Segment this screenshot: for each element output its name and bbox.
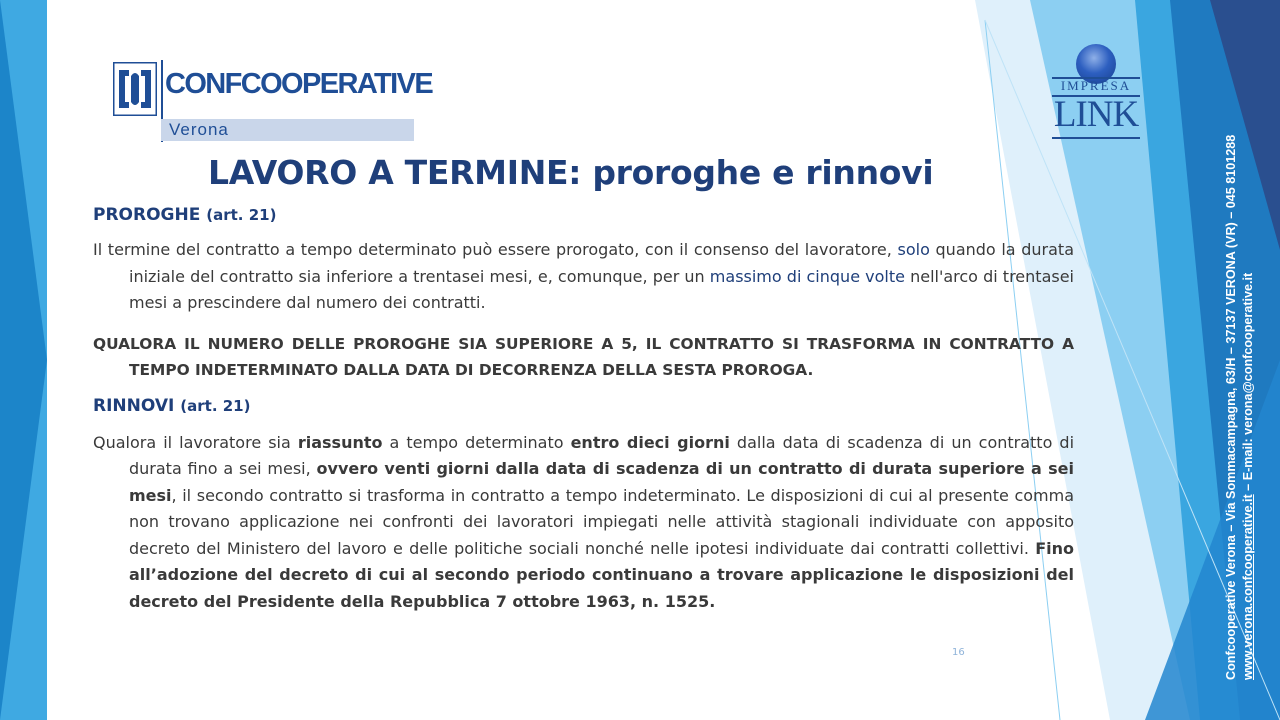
slide-title: LAVORO A TERMINE: proroghe e rinnovi	[208, 153, 934, 192]
footer-address: Confcooperative Verona – Via Sommacampagna, 63/H – 37137 VERONA (VR) – 045 8101288	[1224, 134, 1238, 680]
logo-sub: Verona	[169, 120, 229, 139]
rinnovi-paragraph: Qualora il lavoratore sia riassunto a tempo determinato entro dieci giorni dalla data di scadenza di un contratto di durata fino a sei mesi, ovvero venti giorni dalla data di scadenza di un contratto di durata superiore a sei mesi, il secondo contratto si trasforma in contratto a tempo indeterminato. Le disposizioni di cui al presente comma non trovano applicazione nei confronti dei lavoratori impiegati nelle attività stagionali individuate con apposito decreto del Ministero del lavoro e delle politiche sociali nonché nelle ipotesi individuate dai contratti collettivi. Fino all’adozione del decreto di cui al secondo periodo continuano a trovare applicazione le disposizioni del decreto del Presidente della Repubblica 7 ottobre 1963, n. 1525.	[93, 432, 1075, 611]
proroghe-caps-paragraph: QUALORA IL NUMERO DELLE PROROGHE SIA SUPERIORE A 5, IL CONTRATTO SI TRASFORMA IN CONTRATTO A TEMPO INDETERMINATO DALLA DATA DI DECORRENZA DELLA SESTA PROROGA.	[93, 334, 1074, 379]
footer-contacts: www.verona.confcooperative.it – E-mail: verona@confcooperative.it	[1240, 272, 1255, 680]
link-label: LINK	[1053, 94, 1139, 135]
footer-website-link[interactable]: www.verona.confcooperative.it	[1240, 494, 1255, 680]
confcooperative-mark-icon	[113, 62, 157, 116]
vertical-footer	[1223, 40, 1256, 680]
proroghe-heading: PROROGHE (art. 21)	[93, 205, 277, 225]
page-number: 16	[952, 647, 965, 658]
impresa-link-logo	[1050, 44, 1142, 144]
rinnovi-heading: RINNOVI (art. 21)	[93, 395, 251, 416]
impresa-label: IMPRESA	[1060, 78, 1132, 93]
proroghe-paragraph: Il termine del contratto a tempo determinato può essere prorogato, con il consenso del lavoratore, solo quando la durata iniziale del contratto sia inferiore a trentasei mesi, e, comunque, per un massimo di cinque volte nell'arco di trentasei mesi a prescindere dal numero dei contratti.	[93, 240, 1075, 312]
confcooperative-logo	[113, 60, 433, 142]
logo-name: CONFCOOPERATIVE	[165, 68, 433, 100]
footer-email-link[interactable]: verona@confcooperative.it	[1240, 272, 1255, 435]
slide-body	[93, 205, 1074, 615]
